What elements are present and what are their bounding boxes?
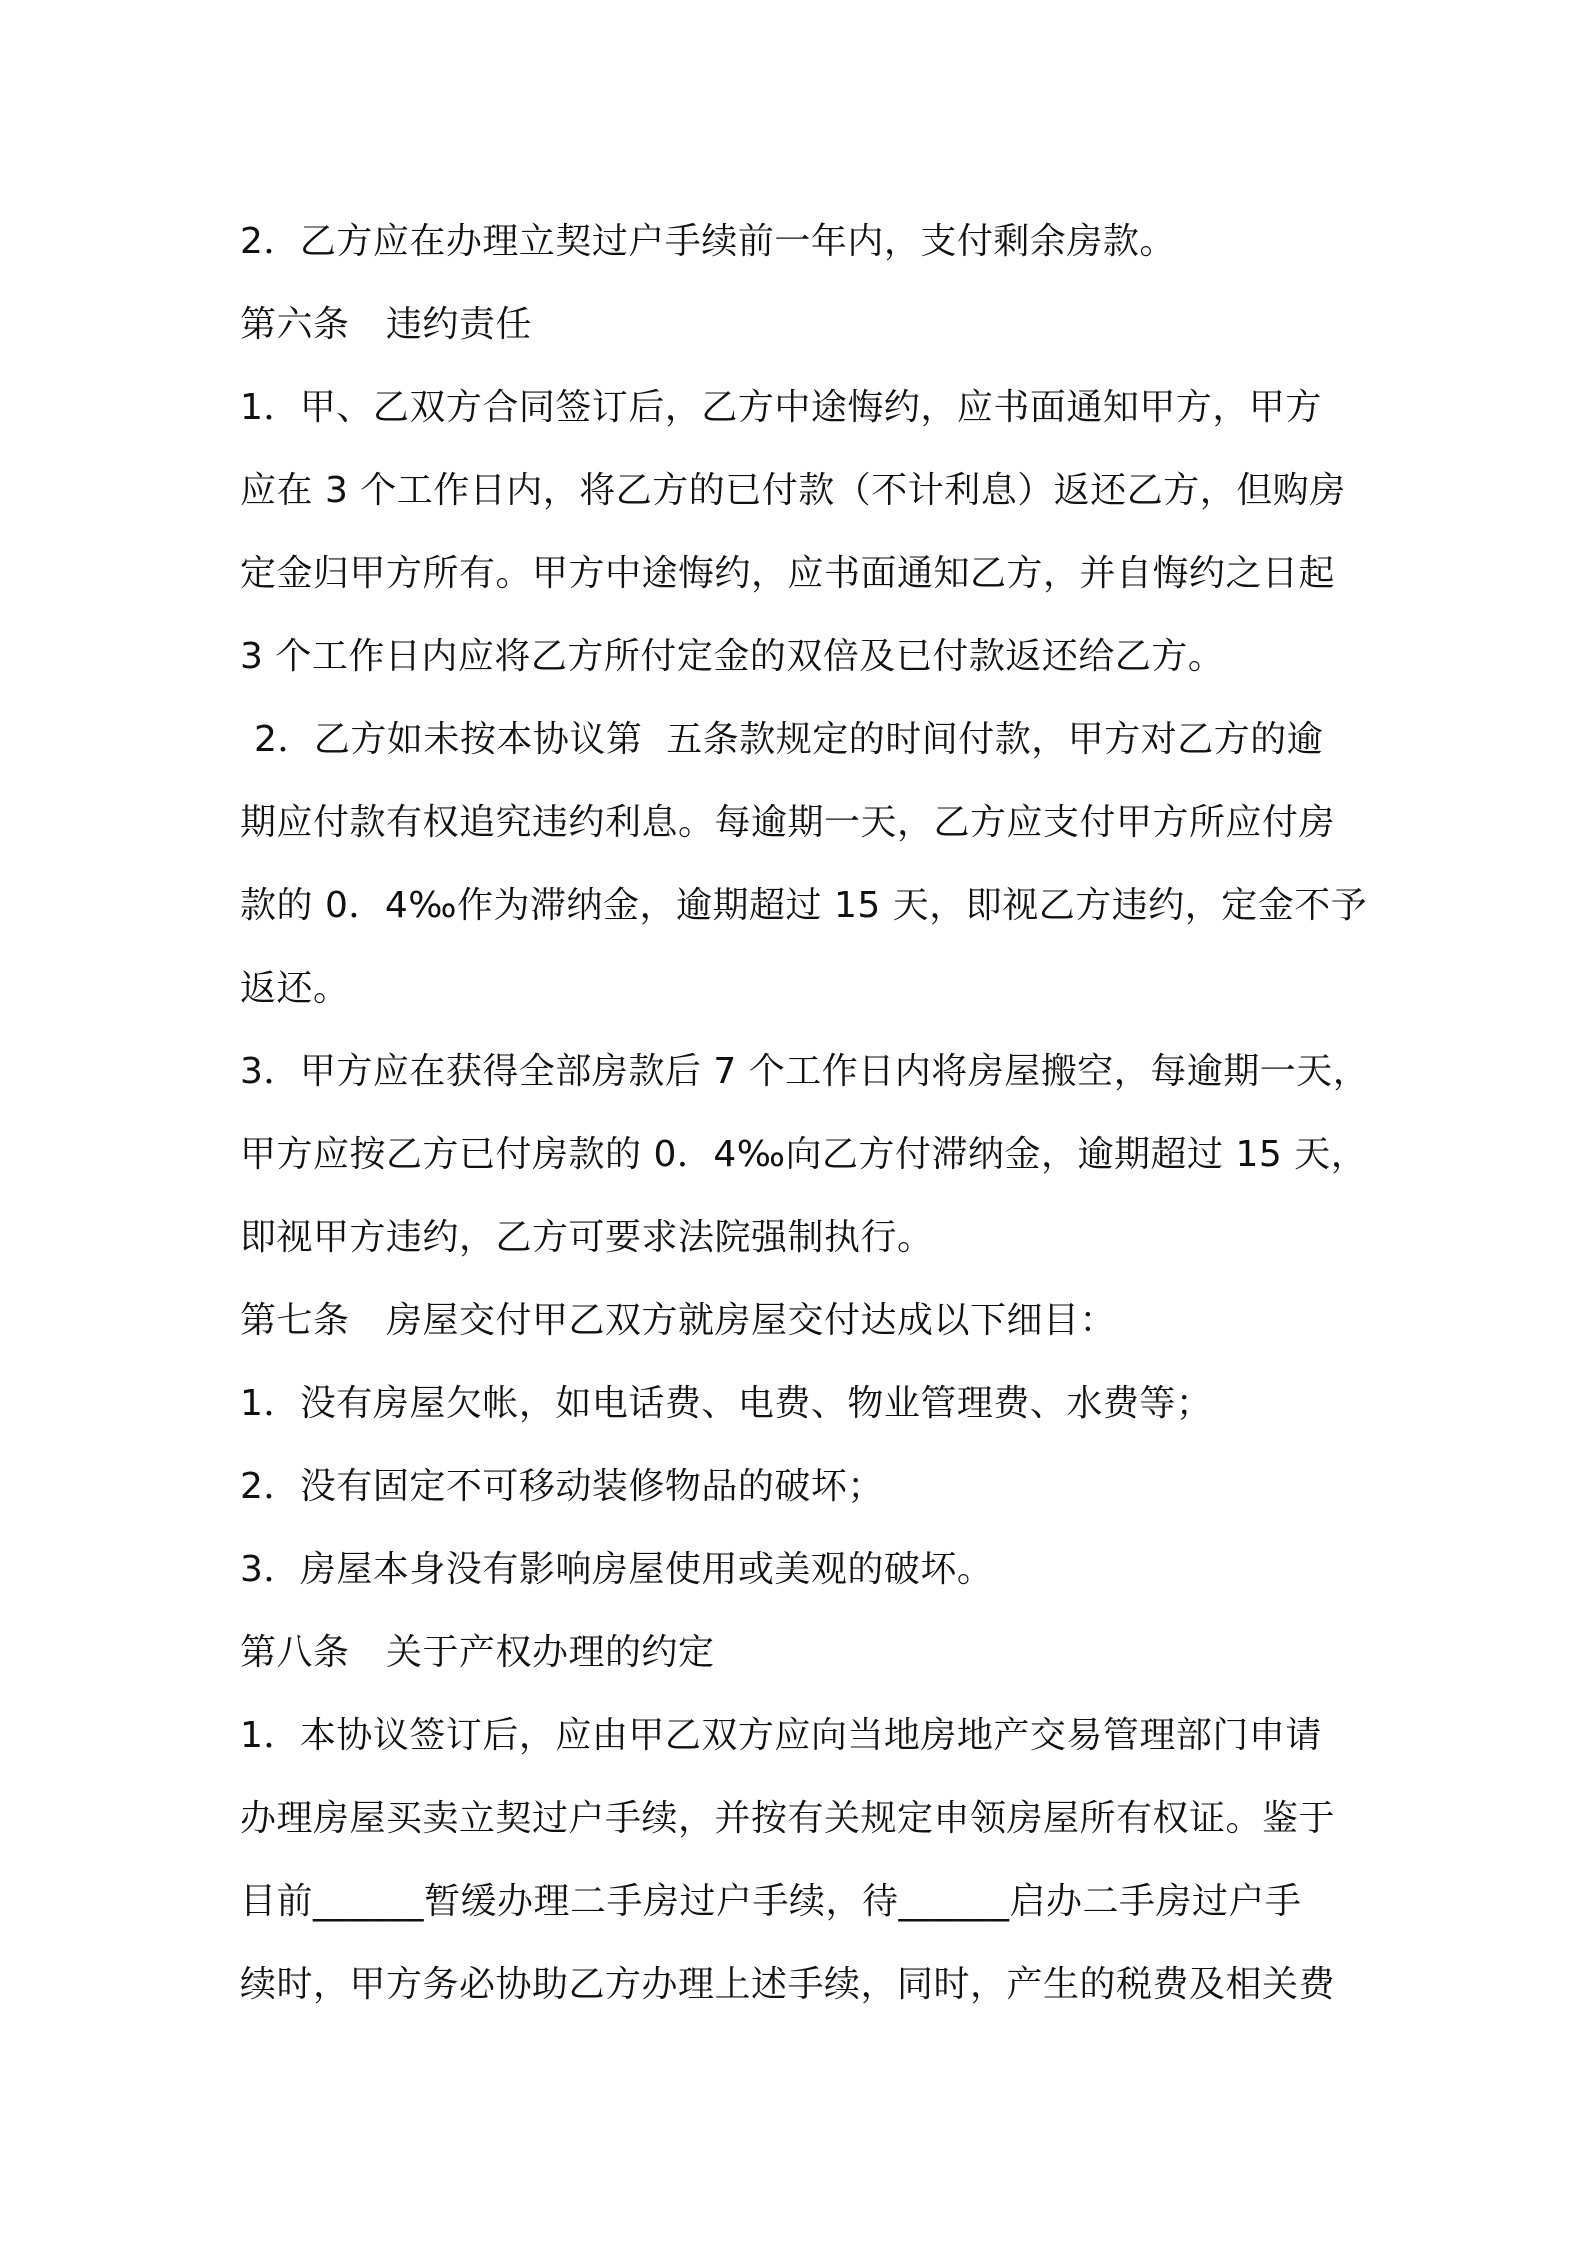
text-line: 1．甲、乙双方合同签订后，乙方中途悔约，应书面通知甲方，甲方 [240,387,1322,428]
text-line: 3 个工作日内应将乙方所付定金的双倍及已付款返还给乙方。 [240,636,1225,677]
text-line: 返还。 [240,968,350,1009]
text-line: 甲方应按乙方已付房款的 0．4‰向乙方付滞纳金，逾期超过 15 天， [240,1134,1368,1175]
text-line: 1．本协议签订后，应由甲乙双方应向当地房地产交易管理部门申请 [240,1715,1322,1756]
text-line: 3．甲方应在获得全部房款后 7 个工作日内将房屋搬空，每逾期一天， [240,1051,1370,1092]
text-line: 期应付款有权追究违约利息。每逾期一天，乙方应支付甲方所应付房 [240,802,1336,843]
text-line: 1．没有房屋欠帐，如电话费、电费、物业管理费、水费等； [240,1383,1213,1424]
text-line: 应在 3 个工作日内，将乙方的已付款（不计利息）返还乙方，但购房 [240,470,1346,511]
text-line: 即视甲方违约，乙方可要求法院强制执行。 [240,1217,934,1258]
text-line: 2．乙方如未按本协议第 五条款规定的时间付款，甲方对乙方的逾 [254,719,1324,760]
text-line: 目前______暂缓办理二手房过户手续，待______启办二手房过户手 [240,1881,1302,1922]
text-line: 续时，甲方务必协助乙方办理上述手续，同时，产生的税费及相关费 [240,1964,1336,2005]
text-line: 2．乙方应在办理立契过户手续前一年内，支付剩余房款。 [240,221,1176,262]
document-body [240,200,1370,2026]
text-line: 定金归甲方所有。甲方中途悔约，应书面通知乙方，并自悔约之日起 [240,553,1336,594]
text-line: 3．房屋本身没有影响房屋使用或美观的破坏。 [240,1549,994,1590]
text-line: 2．没有固定不可移动装修物品的破坏； [240,1466,884,1507]
article-heading: 第七条 房屋交付甲乙双方就房屋交付达成以下细目： [240,1300,1117,1341]
article-heading: 第六条 违约责任 [240,304,533,345]
text-line: 办理房屋买卖立契过户手续，并按有关规定申领房屋所有权证。鉴于 [240,1798,1336,1839]
text-line: 款的 0．4‰作为滞纳金，逾期超过 15 天，即视乙方违约，定金不予 [240,885,1368,926]
article-heading: 第八条 关于产权办理的约定 [240,1632,715,1673]
